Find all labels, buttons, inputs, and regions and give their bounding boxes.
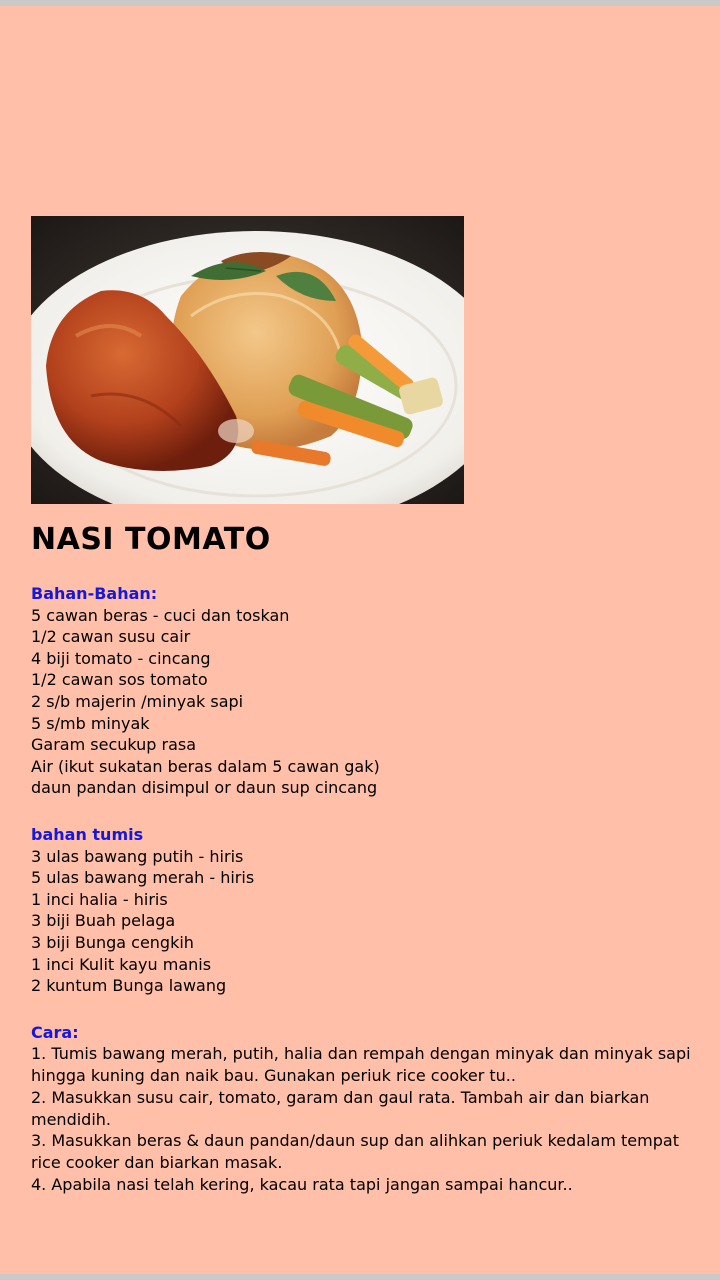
method-step: 3. Masukkan beras & daun pandan/daun sup dan alihkan periuk kedalam tempat rice cooker dan biarkan masak. <box>31 1131 679 1173</box>
ingredient-line: 2 s/b majerin /minyak sapi <box>31 691 244 711</box>
tumis-line: 1 inci Kulit kayu manis <box>31 954 212 974</box>
method-heading: Cara: <box>31 1022 79 1042</box>
ingredient-line: daun pandan disimpul or daun sup cincang <box>31 778 378 798</box>
method-step: 1. Tumis bawang merah, putih, halia dan rempah dengan minyak dan minyak sapi hingga kuning dan naik bau. Gunakan periuk rice cooker tu.. <box>31 1044 691 1086</box>
ingredient-line: Garam secukup rasa <box>31 735 197 755</box>
tumis-heading: bahan tumis <box>31 824 144 844</box>
ingredient-line: 1/2 cawan susu cair <box>31 627 191 647</box>
method-section <box>31 1022 711 1196</box>
tumis-line: 5 ulas bawang merah - hiris <box>31 868 255 888</box>
ingredients-heading: Bahan-Bahan: <box>31 584 158 603</box>
tumis-line: 3 biji Bunga cengkih <box>31 932 194 952</box>
recipe-content <box>31 216 711 1196</box>
recipe-title: NASI TOMATO <box>31 522 271 557</box>
ingredients-section <box>31 583 711 799</box>
tumis-line: 3 biji Buah pelaga <box>31 911 176 931</box>
tumis-line: 1 inci halia - hiris <box>31 889 168 909</box>
nasi-tomato-photo <box>31 216 464 504</box>
method-step: 2. Masukkan susu cair, tomato, garam dan gaul rata. Tambah air dan biarkan mendidih. <box>31 1087 650 1129</box>
top-bar <box>0 0 720 6</box>
method-step: 4. Apabila nasi telah kering, kacau rata tapi jangan sampai hancur.. <box>31 1175 573 1195</box>
tumis-section <box>31 824 711 997</box>
ingredient-line: 5 s/mb minyak <box>31 713 150 733</box>
tumis-line: 3 ulas bawang putih - hiris <box>31 846 244 866</box>
tumis-line: 2 kuntum Bunga lawang <box>31 976 227 996</box>
ingredient-line: 5 cawan beras - cuci dan toskan <box>31 605 290 625</box>
ingredient-line: 1/2 cawan sos tomato <box>31 670 208 690</box>
ingredient-line: 4 biji tomato - cincang <box>31 648 211 668</box>
bottom-bar <box>0 1274 720 1280</box>
ingredient-line: Air (ikut sukatan beras dalam 5 cawan gak) <box>31 756 380 776</box>
